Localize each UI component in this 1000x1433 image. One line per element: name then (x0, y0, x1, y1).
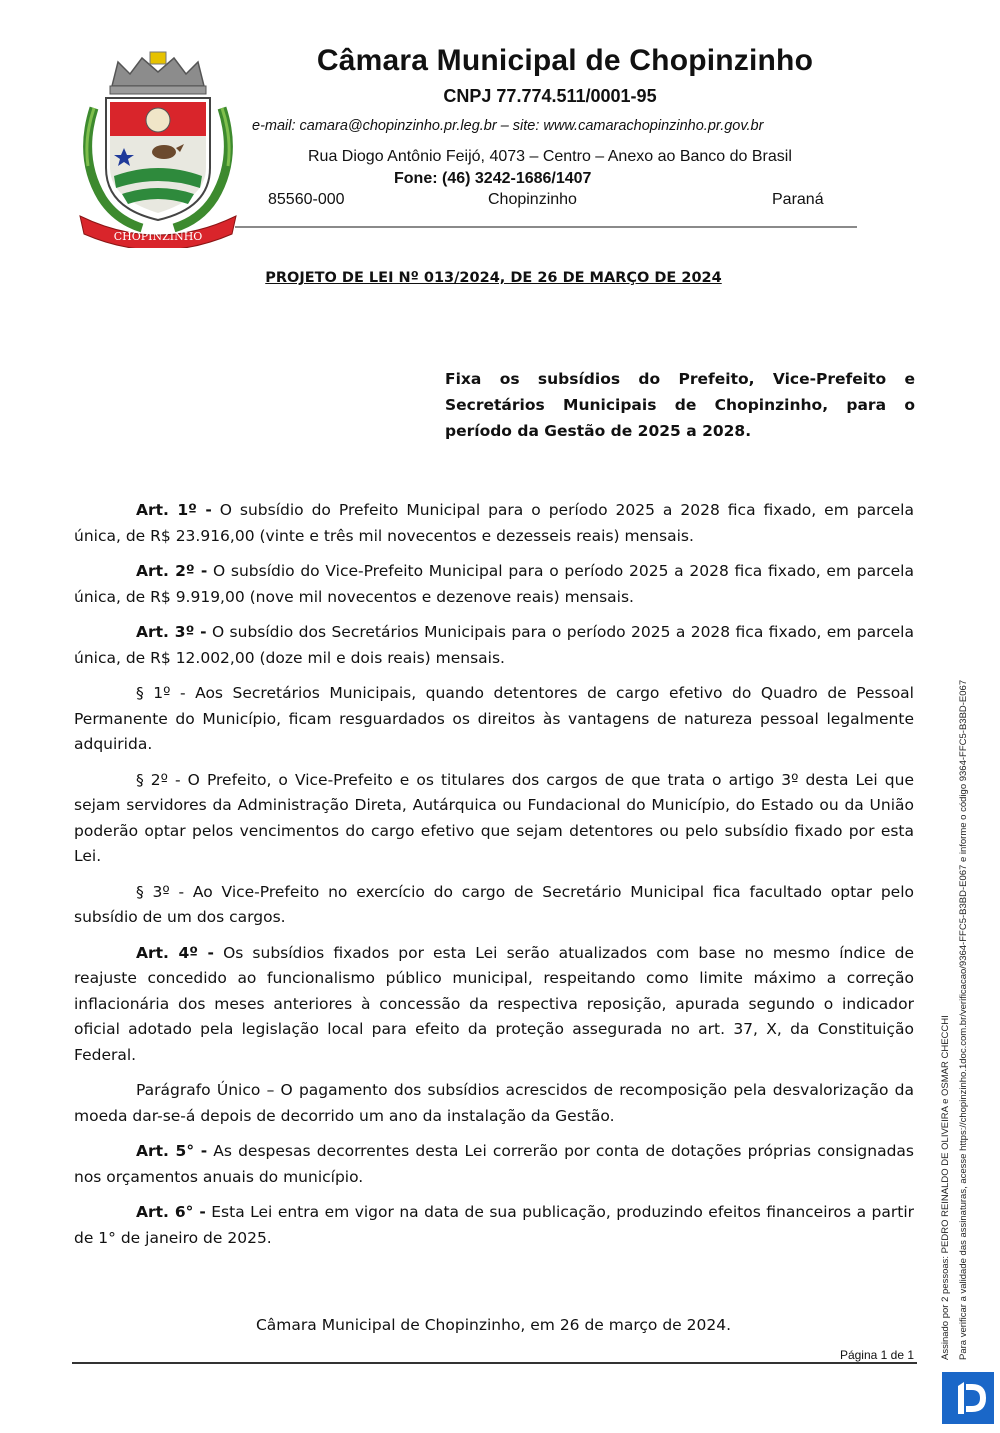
paragraph-sole (74, 1078, 914, 1129)
paragraph-art-3 (74, 620, 914, 671)
footer-divider (72, 1362, 917, 1364)
crest-ribbon-text: CHOPINZINHO (113, 230, 203, 243)
paragraph-label: Art. 2º - (136, 562, 208, 580)
page-number: Página 1 de 1 (839, 1348, 914, 1362)
document-title: PROJETO DE LEI Nº 013/2024, DE 26 DE MARÇO DE 2024 (265, 270, 722, 286)
paragraph-text: § 3º - Ao Vice-Prefeito no exercício do cargo de Secretário Municipal fica facultado optar pelo subsídio de um dos cargos. (74, 882, 914, 926)
paragraph-text: O subsídio dos Secretários Municipais para o período 2025 a 2028 fica fixado, em parcela única, de R$ 12.002,00 (doze mil e dois reais) mensais. (74, 623, 914, 667)
phone-line: Fone: (46) 3242-1686/1407 (394, 170, 592, 187)
institution-cnpj: CNPJ 77.774.511/0001-95 (443, 86, 657, 106)
postal-code: 85560-000 (268, 191, 345, 208)
paragraph-section-1 (74, 681, 914, 758)
paragraph-text: Esta Lei entra em vigor na data de sua publicação, produzindo efeitos financeiros a partir de 1° de janeiro de 2025. (74, 1203, 914, 1247)
paragraph-art-1 (74, 498, 914, 549)
document-body (74, 498, 914, 1261)
address-line: Rua Diogo Antônio Feijó, 4073 – Centro – Anexo ao Banco do Brasil (308, 148, 792, 165)
contact-line: e-mail: camara@chopinzinho.pr.leg.br – site: www.camarachopinzinho.pr.gov.br (252, 118, 764, 134)
city-name: Chopinzinho (488, 191, 577, 208)
paragraph-label: Art. 1º - (136, 501, 212, 519)
paragraph-text: Os subsídios fixados por esta Lei serão atualizados com base no mesmo índice de reajuste concedido ao funcionalismo público municipal, respeitando como limite máximo a correção inflacionária dos meses anteriores à concessão da respectiva reposição, apurada segundo o indicador oficial adotado pela legislação local para efeito da proteção assegurada no art. 37, X, da Constituição Federal. (74, 943, 914, 1064)
paragraph-text: § 1º - Aos Secretários Municipais, quando detentores de cargo efetivo do Quadro de Pessoal Permanente do Município, ficam resguardados os direitos às vantagens de natureza pessoal legalmente adquirida. (74, 684, 914, 753)
paragraph-art-4 (74, 941, 914, 1069)
paragraph-label: Art. 4º - (136, 943, 214, 962)
institution-name: Câmara Municipal de Chopinzinho (316, 44, 814, 77)
paragraph-art-2 (74, 559, 914, 610)
1doc-logo-icon (942, 1372, 994, 1424)
paragraph-section-2 (74, 768, 914, 870)
paragraph-text: O subsídio do Prefeito Municipal para o período 2025 a 2028 fica fixado, em parcela única, de R$ 23.916,00 (vinte e três mil novecentos e dezesseis reais) mensais. (74, 501, 914, 545)
paragraph-text: As despesas decorrentes desta Lei correrão por conta de dotações próprias consignadas nos orçamentos anuais do município. (74, 1142, 914, 1186)
paragraph-label: Art. 5° - (136, 1142, 208, 1160)
paragraph-art-5 (74, 1139, 914, 1190)
paragraph-art-6 (74, 1200, 914, 1251)
paragraph-text: O subsídio do Vice-Prefeito Municipal para o período 2025 a 2028 fica fixado, em parcela única, de R$ 9.919,00 (nove mil novecentos e dezenove reais) mensais. (74, 562, 914, 606)
paragraph-label: Art. 3º - (136, 623, 207, 641)
header-divider (235, 226, 857, 228)
municipal-crest-logo (72, 48, 244, 248)
paragraph-section-3 (74, 880, 914, 931)
verification-link[interactable]: Para verificar a validade das assinaturas, acesse https://chopinzinho.1doc.com.br/verificacao/9364-FFC5-B3BD-E067 e informe o código 9364-FFC5-B3BD-E067 (958, 679, 969, 1360)
closing-line: Câmara Municipal de Chopinzinho, em 26 de março de 2024. (255, 1316, 732, 1334)
paragraph-text: § 2º - O Prefeito, o Vice-Prefeito e os titulares dos cargos de que trata o artigo 3º desta Lei que sejam servidores da Administração Direta, Autárquica ou Fundacional do Município, do Estado ou da União poderão optar pelos vencimentos do cargo efetivo que sejam detentores ou pelo subsídio fixado por esta Lei. (74, 770, 914, 865)
signature-note: Assinado por 2 pessoas: PEDRO REINALDO DE OLIVEIRA e OSMAR CHECCHI (940, 1015, 951, 1360)
paragraph-text: Parágrafo Único – O pagamento dos subsídios acrescidos de recomposição pela desvalorização da moeda dar-se-á depois de decorrido um ano da instalação da Gestão. (74, 1081, 914, 1125)
paragraph-label: Art. 6° - (136, 1203, 206, 1221)
bill-summary: Fixa os subsídios do Prefeito, Vice-Prefeito e Secretários Municipais de Chopinzinho, para o período da Gestão de 2025 a 2028. (445, 370, 915, 440)
state-name: Paraná (772, 191, 824, 208)
